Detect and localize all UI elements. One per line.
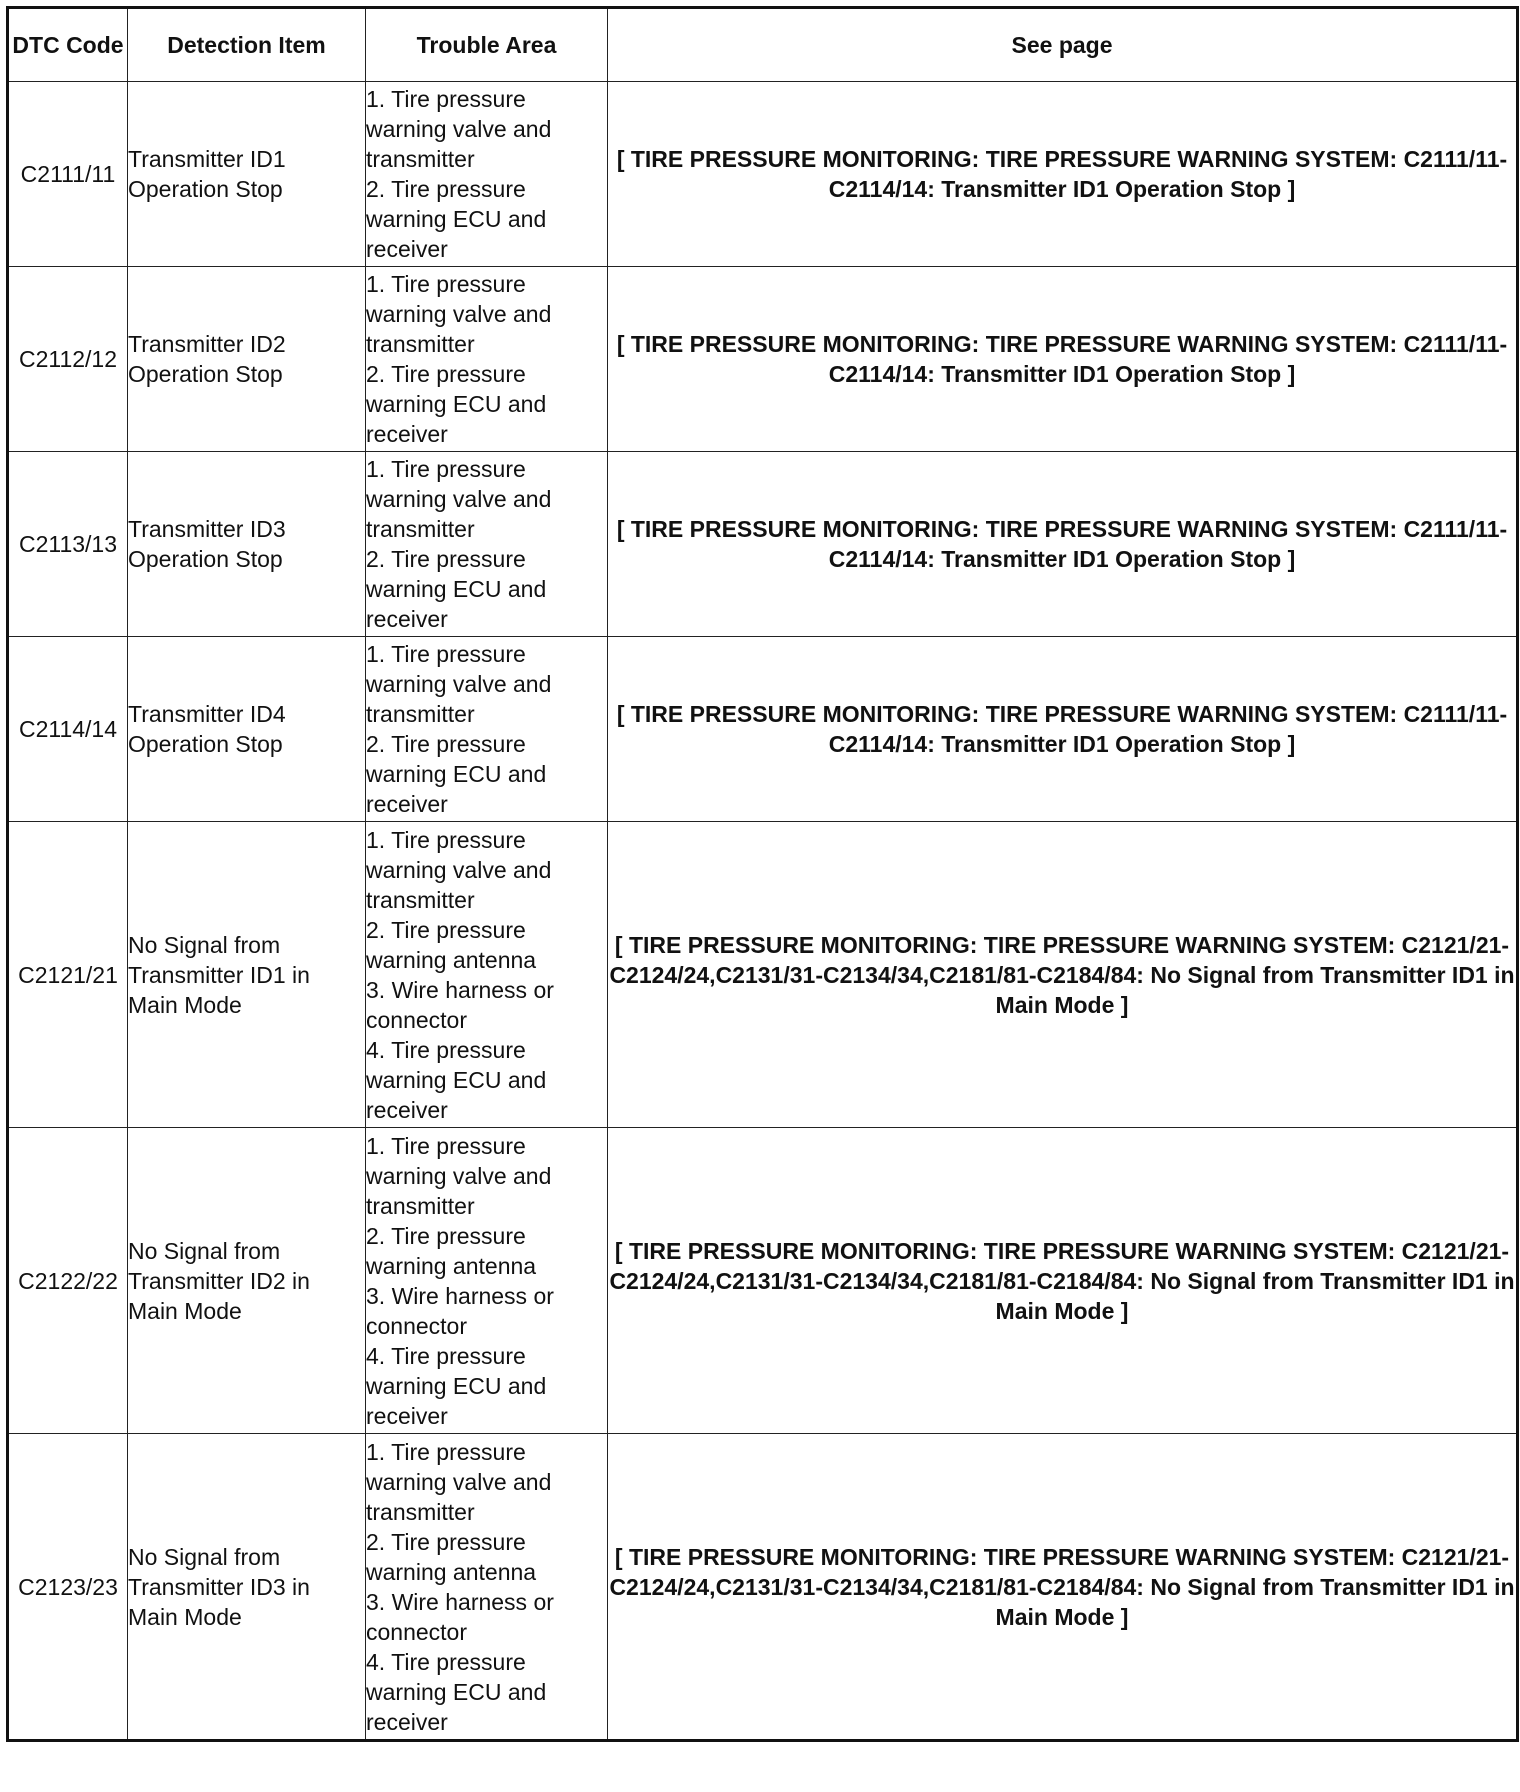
dtc-code-cell: C2112/12 bbox=[8, 267, 128, 452]
trouble-area-line: 1. Tire pressure bbox=[366, 1132, 526, 1159]
trouble-area-line: warning valve and bbox=[366, 1162, 552, 1189]
trouble-area-line: 1. Tire pressure bbox=[366, 641, 526, 667]
trouble-area-line: 1. Tire pressure bbox=[366, 1438, 526, 1465]
trouble-area-cell bbox=[366, 637, 608, 822]
table-header-row bbox=[8, 8, 1518, 82]
trouble-area-line: 3. Wire harness or bbox=[366, 1588, 554, 1615]
trouble-area-cell bbox=[366, 82, 608, 267]
trouble-area-line: 4. Tire pressure bbox=[366, 1648, 526, 1675]
trouble-area-line: 2. Tire pressure bbox=[366, 176, 526, 202]
trouble-area-line: 1. Tire pressure bbox=[366, 456, 526, 482]
trouble-area-line: transmitter bbox=[366, 1192, 475, 1219]
trouble-area-line: 2. Tire pressure bbox=[366, 361, 526, 387]
dtc-table-container bbox=[6, 6, 1519, 1742]
trouble-area-line: 2. Tire pressure bbox=[366, 1222, 526, 1249]
trouble-area-line: receiver bbox=[366, 1096, 448, 1123]
trouble-area-line: receiver bbox=[366, 1708, 448, 1735]
trouble-area-line: transmitter bbox=[366, 701, 475, 727]
table-row bbox=[8, 452, 1518, 637]
dtc-code-cell: C2123/23 bbox=[8, 1434, 128, 1741]
trouble-area-cell bbox=[366, 1434, 608, 1741]
trouble-area-line: warning ECU and bbox=[366, 576, 547, 602]
trouble-area-line: 2. Tire pressure bbox=[366, 546, 526, 572]
trouble-area-line: receiver bbox=[366, 1402, 448, 1429]
trouble-area-line: 2. Tire pressure bbox=[366, 1528, 526, 1555]
trouble-area-cell bbox=[366, 822, 608, 1128]
trouble-area-line: 2. Tire pressure bbox=[366, 916, 526, 943]
detection-item-cell: Transmitter ID4 Operation Stop bbox=[128, 637, 366, 822]
see-page-link[interactable]: [ TIRE PRESSURE MONITORING: TIRE PRESSURE WARNING SYSTEM: C2121/21-C2124/24,C2131/31-C2134/34,C2181/81-C2184/84: No Signal from Transmitter ID1 in Main Mode ] bbox=[608, 1128, 1518, 1434]
detection-item-cell: Transmitter ID1 Operation Stop bbox=[128, 82, 366, 267]
trouble-area-line: warning valve and bbox=[366, 301, 552, 327]
trouble-area-line: receiver bbox=[366, 791, 448, 817]
trouble-area-line: warning valve and bbox=[366, 116, 552, 142]
trouble-area-line: warning valve and bbox=[366, 486, 552, 512]
table-row bbox=[8, 1128, 1518, 1434]
see-page-link[interactable]: [ TIRE PRESSURE MONITORING: TIRE PRESSURE WARNING SYSTEM: C2121/21-C2124/24,C2131/31-C2134/34,C2181/81-C2184/84: No Signal from Transmitter ID1 in Main Mode ] bbox=[608, 822, 1518, 1128]
trouble-area-line: warning valve and bbox=[366, 1468, 552, 1495]
trouble-area-line: warning ECU and bbox=[366, 1678, 547, 1705]
dtc-code-cell: C2111/11 bbox=[8, 82, 128, 267]
trouble-area-line: warning antenna bbox=[366, 1252, 537, 1279]
header-detection-item: Detection Item bbox=[128, 8, 366, 82]
trouble-area-cell bbox=[366, 1128, 608, 1434]
trouble-area-line: warning ECU and bbox=[366, 391, 547, 417]
trouble-area-line: 3. Wire harness or bbox=[366, 976, 554, 1003]
table-row bbox=[8, 637, 1518, 822]
trouble-area-cell bbox=[366, 452, 608, 637]
detection-item-cell: No Signal from Transmitter ID1 in Main Mode bbox=[128, 822, 366, 1128]
detection-item-cell: No Signal from Transmitter ID3 in Main Mode bbox=[128, 1434, 366, 1741]
trouble-area-line: 4. Tire pressure bbox=[366, 1036, 526, 1063]
dtc-code-cell: C2122/22 bbox=[8, 1128, 128, 1434]
trouble-area-line: receiver bbox=[366, 421, 448, 447]
detection-item-cell: Transmitter ID3 Operation Stop bbox=[128, 452, 366, 637]
trouble-area-line: 4. Tire pressure bbox=[366, 1342, 526, 1369]
trouble-area-line: warning ECU and bbox=[366, 206, 547, 232]
trouble-area-line: connector bbox=[366, 1618, 468, 1645]
dtc-code-cell: C2114/14 bbox=[8, 637, 128, 822]
see-page-link[interactable]: [ TIRE PRESSURE MONITORING: TIRE PRESSURE WARNING SYSTEM: C2111/11-C2114/14: Transmitter ID1 Operation Stop ] bbox=[608, 637, 1518, 822]
trouble-area-line: connector bbox=[366, 1312, 468, 1339]
header-see-page: See page bbox=[608, 8, 1518, 82]
header-trouble-area: Trouble Area bbox=[366, 8, 608, 82]
table-row bbox=[8, 1434, 1518, 1741]
trouble-area-line: receiver bbox=[366, 606, 448, 632]
trouble-area-cell bbox=[366, 267, 608, 452]
trouble-area-line: 1. Tire pressure bbox=[366, 826, 526, 853]
trouble-area-line: 2. Tire pressure bbox=[366, 731, 526, 757]
trouble-area-line: connector bbox=[366, 1006, 468, 1033]
trouble-area-line: warning antenna bbox=[366, 946, 537, 973]
trouble-area-line: warning valve and bbox=[366, 671, 552, 697]
dtc-code-cell: C2113/13 bbox=[8, 452, 128, 637]
see-page-link[interactable]: [ TIRE PRESSURE MONITORING: TIRE PRESSURE WARNING SYSTEM: C2111/11-C2114/14: Transmitter ID1 Operation Stop ] bbox=[608, 452, 1518, 637]
trouble-area-line: warning antenna bbox=[366, 1558, 537, 1585]
detection-item-cell: Transmitter ID2 Operation Stop bbox=[128, 267, 366, 452]
trouble-area-line: transmitter bbox=[366, 146, 475, 172]
see-page-link[interactable]: [ TIRE PRESSURE MONITORING: TIRE PRESSURE WARNING SYSTEM: C2111/11-C2114/14: Transmitter ID1 Operation Stop ] bbox=[608, 267, 1518, 452]
table-row bbox=[8, 82, 1518, 267]
trouble-area-line: warning ECU and bbox=[366, 1372, 547, 1399]
header-dtc-code: DTC Code bbox=[8, 8, 128, 82]
dtc-table bbox=[6, 6, 1519, 1742]
trouble-area-line: warning ECU and bbox=[366, 761, 547, 787]
trouble-area-line: 1. Tire pressure bbox=[366, 86, 526, 112]
trouble-area-line: 3. Wire harness or bbox=[366, 1282, 554, 1309]
see-page-link[interactable]: [ TIRE PRESSURE MONITORING: TIRE PRESSURE WARNING SYSTEM: C2111/11-C2114/14: Transmitter ID1 Operation Stop ] bbox=[608, 82, 1518, 267]
trouble-area-line: transmitter bbox=[366, 1498, 475, 1525]
trouble-area-line: warning ECU and bbox=[366, 1066, 547, 1093]
table-row bbox=[8, 822, 1518, 1128]
trouble-area-line: transmitter bbox=[366, 516, 475, 542]
table-row bbox=[8, 267, 1518, 452]
trouble-area-line: warning valve and bbox=[366, 856, 552, 883]
detection-item-cell: No Signal from Transmitter ID2 in Main Mode bbox=[128, 1128, 366, 1434]
trouble-area-line: transmitter bbox=[366, 886, 475, 913]
trouble-area-line: receiver bbox=[366, 236, 448, 262]
dtc-code-cell: C2121/21 bbox=[8, 822, 128, 1128]
trouble-area-line: transmitter bbox=[366, 331, 475, 357]
see-page-link[interactable]: [ TIRE PRESSURE MONITORING: TIRE PRESSURE WARNING SYSTEM: C2121/21-C2124/24,C2131/31-C2134/34,C2181/81-C2184/84: No Signal from Transmitter ID1 in Main Mode ] bbox=[608, 1434, 1518, 1741]
trouble-area-line: 1. Tire pressure bbox=[366, 271, 526, 297]
